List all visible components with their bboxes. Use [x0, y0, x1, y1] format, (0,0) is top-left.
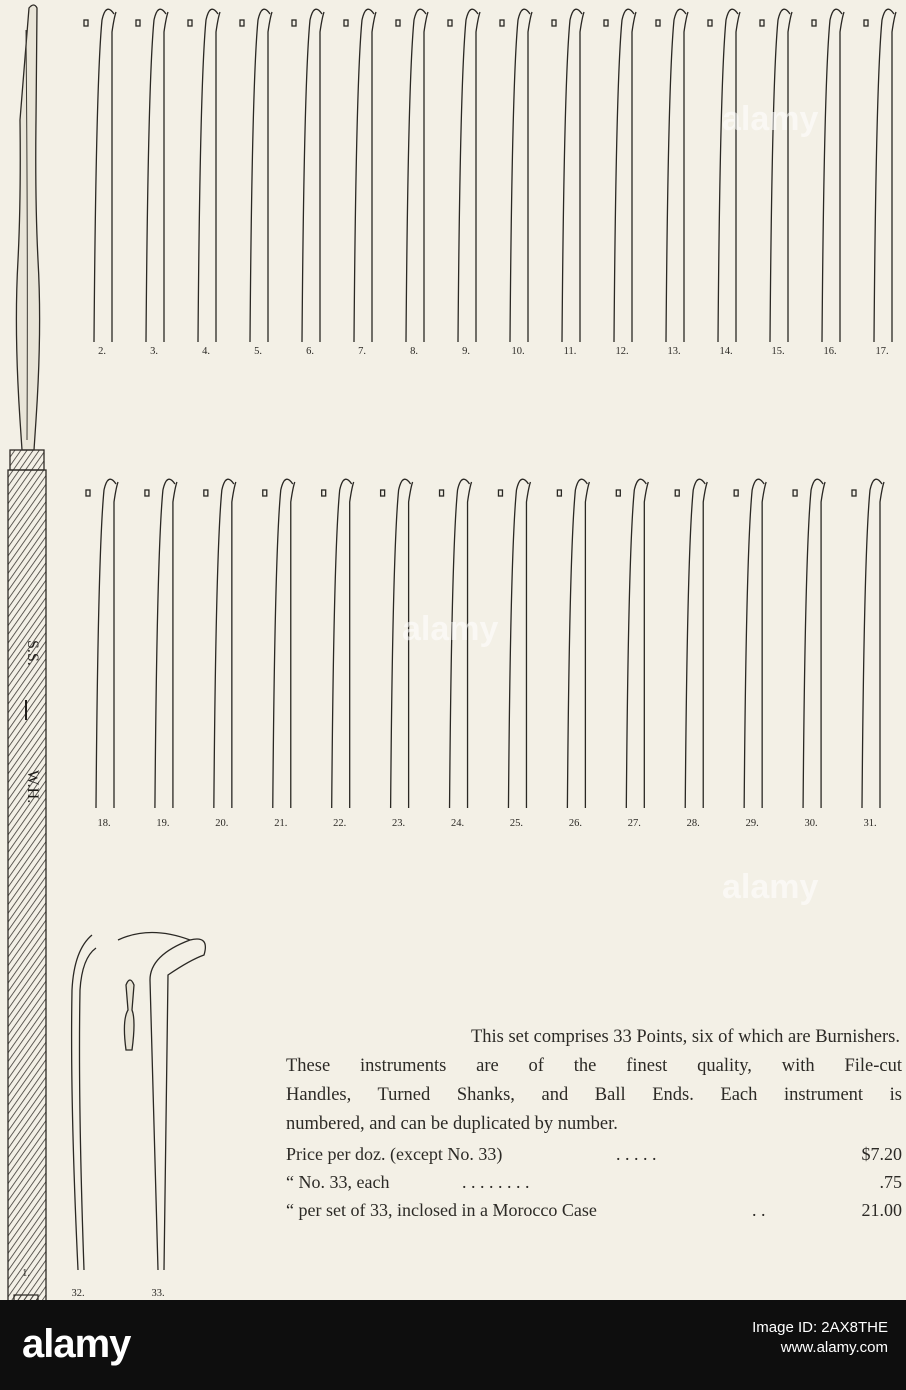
row1-point-tip	[708, 20, 712, 26]
leader-dots: . . . . . . . .	[462, 1172, 530, 1192]
instrument-number: 2.	[98, 346, 106, 357]
row2-point-tip	[86, 490, 90, 496]
description-line-4: numbered, and can be duplicated by number.	[286, 1114, 618, 1134]
row2-point-tip	[440, 490, 444, 496]
instrument-number: 14.	[719, 346, 733, 357]
image-id: Image ID: 2AX8THE	[752, 1319, 888, 1336]
row1-instrument	[874, 9, 896, 342]
price-label: “ No. 33, each	[286, 1172, 390, 1192]
instrument-number: 15.	[771, 346, 785, 357]
instrument-number: 30.	[804, 818, 818, 829]
row2-instrument	[332, 479, 354, 808]
row1-instrument	[250, 9, 272, 342]
row1-point-tip	[240, 20, 244, 26]
row2-point-tip	[734, 490, 738, 496]
row2-instrument	[567, 479, 589, 808]
watermark: alamy	[722, 868, 819, 906]
row2-instrument	[685, 479, 707, 808]
description-line-2: These instruments are of the finest quality, with File-cut	[286, 1056, 902, 1076]
row1-point-tip	[552, 20, 556, 26]
price-amount: $7.20	[861, 1144, 902, 1164]
set-description	[286, 1023, 906, 1139]
instrument-number-1: 1.	[22, 1268, 30, 1279]
row1-instrument	[198, 9, 220, 342]
instrument-number: 29.	[745, 818, 759, 829]
instrument-number: 24.	[450, 818, 465, 829]
instrument-number: 9.	[462, 346, 470, 357]
row1-point-tip	[864, 20, 868, 26]
instrument-row-1	[84, 9, 896, 342]
row2-point-tip	[204, 490, 208, 496]
instrument-number: 28.	[686, 818, 700, 829]
instrument-number: 26.	[568, 818, 582, 829]
row2-point-tip	[557, 490, 561, 496]
instrument-number: 8.	[410, 346, 418, 357]
row1-point-tip	[344, 20, 348, 26]
description-line-1: This set comprises 33 Points, six of which are Burnishers.	[470, 1027, 900, 1047]
row2-point-tip	[852, 490, 856, 496]
price-row	[286, 1196, 906, 1224]
instrument-number: 19.	[156, 818, 170, 829]
row1-instrument	[302, 9, 324, 342]
instrument-number: 3.	[150, 346, 158, 357]
price-amount: 21.00	[861, 1200, 902, 1220]
instrument-number: 18.	[97, 818, 111, 829]
row1-instrument	[770, 9, 792, 342]
instrument-number: 6.	[306, 346, 314, 357]
instrument-number: 22.	[333, 818, 347, 829]
row1-point-tip	[812, 20, 816, 26]
row1-point-tip	[500, 20, 504, 26]
row1-instrument	[666, 9, 688, 342]
row2-instrument	[744, 479, 766, 808]
watermark: alamy	[722, 100, 819, 138]
row2-instrument	[508, 479, 530, 808]
row1-point-tip	[136, 20, 140, 26]
watermark: alamy	[402, 610, 499, 648]
row1-point-tip	[760, 20, 764, 26]
row1-instrument	[822, 9, 844, 342]
row2-point-tip	[145, 490, 149, 496]
instrument-number-33: 33.	[151, 1288, 165, 1299]
instrument-number: 23.	[392, 818, 406, 829]
row2-instrument	[155, 479, 177, 808]
price-row	[286, 1140, 906, 1168]
row1-point-tip	[84, 20, 88, 26]
instrument-number: 21.	[274, 818, 288, 829]
row1-instrument	[94, 9, 116, 342]
row1-instrument	[718, 9, 740, 342]
instrument-number: 13.	[667, 346, 681, 357]
row2-point-tip	[263, 490, 267, 496]
row1-instrument	[146, 9, 168, 342]
instruments-32-33	[72, 933, 206, 1271]
instrument-number: 16.	[823, 346, 837, 357]
instrument-number: 20.	[215, 818, 229, 829]
row1-point-tip	[292, 20, 296, 26]
description-line-3: Handles, Turned Shanks, and Ball Ends. Each instrument is	[286, 1085, 902, 1105]
row2-point-tip	[498, 490, 502, 496]
row2-point-tip	[793, 490, 797, 496]
price-amount: .75	[879, 1172, 902, 1192]
instrument-number: 17.	[875, 346, 889, 357]
handle-instrument-1	[8, 5, 46, 1300]
instrument-number: 31.	[863, 818, 877, 829]
price-list	[286, 1140, 906, 1224]
leader-dots: . .	[752, 1200, 766, 1220]
instrument-number: 7.	[358, 346, 366, 357]
row1-point-tip	[188, 20, 192, 26]
price-row	[286, 1168, 906, 1196]
row1-instrument	[354, 9, 376, 342]
row1-point-tip	[396, 20, 400, 26]
instrument-number: 27.	[627, 818, 641, 829]
row2-instrument	[96, 479, 118, 808]
svg-text:S.S.: S.S.	[24, 640, 41, 666]
row2-instrument	[803, 479, 825, 808]
leader-dots: . . . . .	[616, 1144, 657, 1164]
site-url: www.alamy.com	[780, 1339, 888, 1356]
row1-instrument	[406, 9, 428, 342]
instrument-number: 10.	[511, 346, 525, 357]
alamy-logo: alamy	[22, 1322, 131, 1366]
price-label: Price per doz. (except No. 33)	[286, 1144, 503, 1164]
row2-point-tip	[616, 490, 620, 496]
row2-instrument	[214, 479, 236, 808]
instrument-number-32: 32.	[71, 1288, 85, 1299]
row2-point-tip	[675, 490, 679, 496]
row2-instrument	[273, 479, 295, 808]
row1-point-tip	[448, 20, 452, 26]
price-label: “ per set of 33, inclosed in a Morocco Case	[286, 1200, 597, 1220]
row1-instrument	[510, 9, 532, 342]
instrument-number: 25.	[509, 818, 524, 829]
row1-point-tip	[656, 20, 660, 26]
row2-point-tip	[322, 490, 326, 496]
row2-point-tip	[381, 490, 385, 496]
stock-footer-bar	[0, 1300, 906, 1390]
row1-point-tip	[604, 20, 608, 26]
row1-instrument	[562, 9, 584, 342]
instrument-number: 5.	[254, 346, 262, 357]
row1-instrument	[458, 9, 480, 342]
instrument-number: 12.	[615, 346, 629, 357]
footer-meta	[752, 1318, 888, 1358]
row2-instrument	[626, 479, 648, 808]
row2-instrument	[862, 479, 884, 808]
instrument-number: 4.	[202, 346, 210, 357]
row1-instrument	[614, 9, 636, 342]
svg-text:W.H.: W.H.	[24, 770, 41, 804]
instrument-number: 11.	[563, 346, 577, 357]
